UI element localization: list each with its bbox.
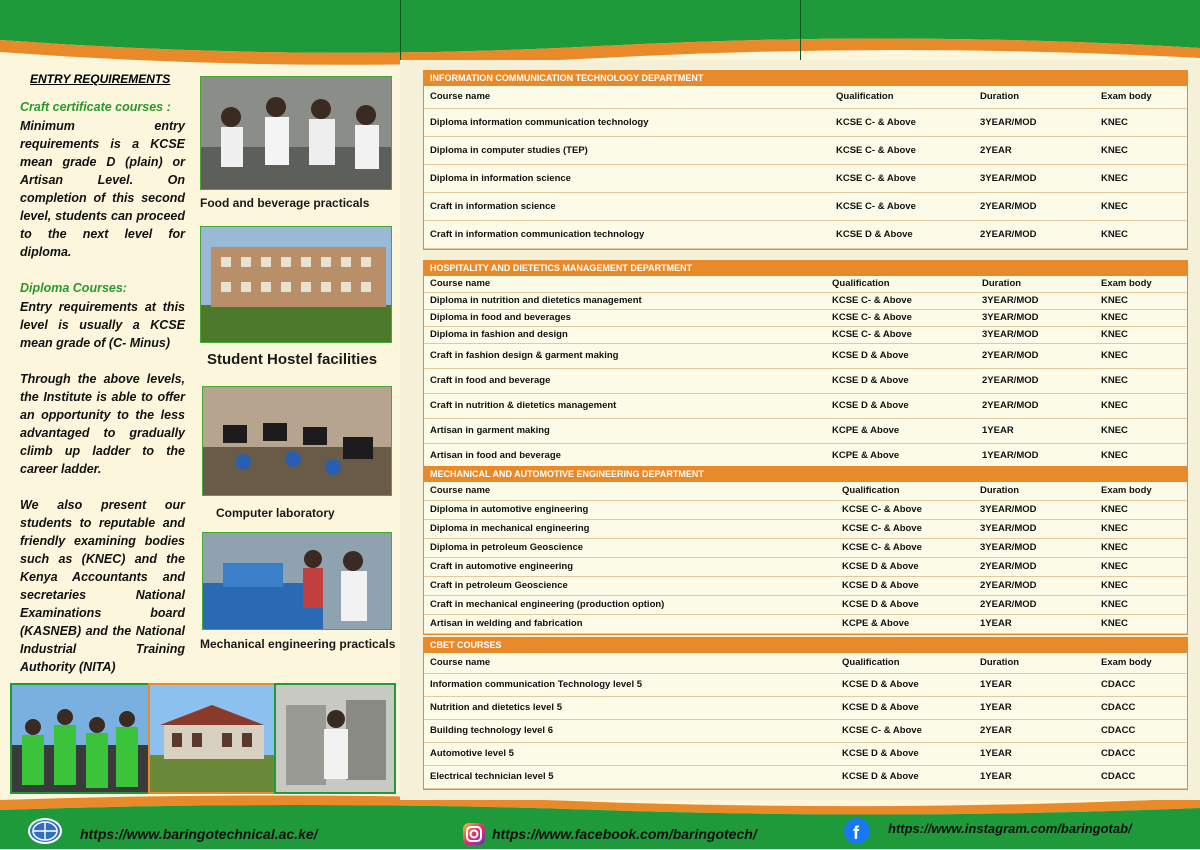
table-row <box>424 615 1187 634</box>
exam-body-cell: KNEC <box>1101 201 1128 212</box>
table-row <box>424 520 1187 539</box>
exam-body-cell: KNEC <box>1101 375 1128 386</box>
exam-body-cell: Exam body <box>1101 485 1152 496</box>
ladder-text: Through the above levels, the Institute is able to offer an opportunity to the less advantaged to gradually climb up ladder to the career ladder. <box>20 372 185 476</box>
duration-cell: 1YEAR <box>980 618 1012 629</box>
course-name-cell: Craft in mechanical engineering (production option) <box>430 599 665 610</box>
diploma-heading: Diploma Courses: <box>20 281 127 295</box>
duration-cell: 2YEAR/MOD <box>982 350 1039 361</box>
course-name-cell: Course name <box>430 91 491 102</box>
table-row <box>424 344 1187 369</box>
qualification-cell: KCSE C- & Above <box>832 295 912 306</box>
course-name-cell: Craft in nutrition & dietetics management <box>430 400 617 411</box>
qualification-cell: KCSE D & Above <box>832 375 909 386</box>
qualification-cell: KCSE D & Above <box>842 561 919 572</box>
fold-line-right <box>800 0 801 60</box>
duration-cell: 2YEAR <box>980 145 1012 156</box>
table-row <box>424 293 1187 310</box>
exam-body-cell: KNEC <box>1101 542 1128 553</box>
course-name-cell: Diploma in petroleum Geoscience <box>430 542 584 553</box>
department-title: HOSPITALITY AND DIETETICS MANAGEMENT DEPARTMENT <box>424 261 1187 276</box>
exam-body-cell: KNEC <box>1101 504 1128 515</box>
duration-cell: 2YEAR/MOD <box>982 375 1039 386</box>
exam-body-cell: KNEC <box>1101 580 1128 591</box>
duration-cell: 3YEAR/MOD <box>982 329 1039 340</box>
craft-heading: Craft certificate courses : <box>20 100 171 114</box>
table-row <box>424 109 1187 137</box>
facebook-link[interactable]: https://www.facebook.com/baringotech/ <box>492 826 757 842</box>
qualification-cell: KCSE C- & Above <box>842 504 922 515</box>
hostel-photo <box>200 226 392 343</box>
qualification-cell: Qualification <box>842 657 900 668</box>
department-table <box>423 637 1188 790</box>
course-name-cell: Artisan in welding and fabrication <box>430 618 583 629</box>
department-table <box>423 260 1188 470</box>
duration-cell: 1YEAR <box>980 679 1012 690</box>
qualification-cell: KCSE D & Above <box>842 771 919 782</box>
svg-text:f: f <box>853 823 859 843</box>
exam-body-cell: KNEC <box>1101 312 1128 323</box>
duration-cell: 3YEAR/MOD <box>980 504 1037 515</box>
course-name-cell: Diploma in mechanical engineering <box>430 523 590 534</box>
exam-body-cell: CDACC <box>1101 748 1136 759</box>
duration-cell: Duration <box>980 657 1020 668</box>
course-name-cell: Diploma in computer studies (TEP) <box>430 145 588 156</box>
course-name-cell: Diploma in nutrition and dietetics management <box>430 295 642 306</box>
table-row <box>424 766 1187 789</box>
instagram-link[interactable]: https://www.instagram.com/baringotab/ <box>888 821 1132 836</box>
department-title: INFORMATION COMMUNICATION TECHNOLOGY DEPARTMENT <box>424 71 1187 86</box>
exam-body-cell: KNEC <box>1101 117 1128 128</box>
duration-cell: 1YEAR <box>982 425 1014 436</box>
table-row <box>424 137 1187 165</box>
workshop-photo <box>274 683 396 794</box>
course-name-cell: Information communication Technology level 5 <box>430 679 643 690</box>
exam-body-cell: CDACC <box>1101 702 1136 713</box>
duration-cell: Duration <box>980 485 1020 496</box>
table-row <box>424 327 1187 344</box>
course-name-cell: Artisan in garment making <box>430 425 550 436</box>
qualification-cell: KCPE & Above <box>832 425 900 436</box>
qualification-cell: KCSE D & Above <box>842 679 919 690</box>
qualification-cell: Qualification <box>842 485 900 496</box>
qualification-cell: KCSE C- & Above <box>836 201 916 212</box>
course-name-cell: Artisan in food and beverage <box>430 450 561 461</box>
qualification-cell: KCSE C- & Above <box>842 725 922 736</box>
table-row <box>424 720 1187 743</box>
course-name-cell: Automotive level 5 <box>430 748 514 759</box>
exam-body-cell: KNEC <box>1101 350 1128 361</box>
duration-cell: 2YEAR/MOD <box>980 201 1037 212</box>
course-name-cell: Nutrition and dietetics level 5 <box>430 702 562 713</box>
exam-body-cell: KNEC <box>1101 329 1128 340</box>
duration-cell: 3YEAR/MOD <box>982 312 1039 323</box>
exam-body-cell: CDACC <box>1101 679 1136 690</box>
exam-body-cell: KNEC <box>1101 523 1128 534</box>
duration-cell: 2YEAR/MOD <box>980 229 1037 240</box>
table-row <box>424 310 1187 327</box>
mechanical-photo <box>202 532 392 630</box>
course-name-cell: Craft in automotive engineering <box>430 561 574 572</box>
exam-body-cell: KNEC <box>1101 173 1128 184</box>
table-row <box>424 596 1187 615</box>
food-caption: Food and beverage practicals <box>200 196 370 210</box>
craft-text: Minimum entry requirements is a KCSE mean grade D (plain) or Artisan Level. On completion of this second level, students can proceed to the next level for diploma. <box>20 119 185 259</box>
diploma-text: Entry requirements at this level is usually a KCSE mean grade of (C- Minus) <box>20 300 185 350</box>
course-name-cell: Craft in information science <box>430 201 556 212</box>
examining-bodies-text: We also present our students to reputable and friendly examining bodies such as (KNEC) and the Kenya Accountants and secretaries National Examinations board (KASNEB) and the National Industrial Training Authority (NITA) <box>20 498 185 674</box>
course-name-cell: Craft in information communication technology <box>430 229 645 240</box>
duration-cell: 2YEAR <box>980 725 1012 736</box>
qualification-cell: KCSE C- & Above <box>832 329 912 340</box>
qualification-cell: KCSE C- & Above <box>842 523 922 534</box>
website-link[interactable]: https://www.baringotechnical.ac.ke/ <box>80 826 318 842</box>
course-name-cell: Craft in fashion design & garment making <box>430 350 619 361</box>
qualification-cell: KCSE D & Above <box>832 350 909 361</box>
fold-line <box>400 0 401 60</box>
qualification-cell: KCSE D & Above <box>842 702 919 713</box>
exam-body-cell: Exam body <box>1101 91 1152 102</box>
food-practicals-photo <box>200 76 392 190</box>
course-name-cell: Course name <box>430 485 491 496</box>
table-row <box>424 539 1187 558</box>
department-title: MECHANICAL AND AUTOMOTIVE ENGINEERING DEPARTMENT <box>424 467 1187 482</box>
duration-cell: 3YEAR/MOD <box>980 542 1037 553</box>
exam-body-cell: CDACC <box>1101 771 1136 782</box>
qualification-cell: KCSE C- & Above <box>836 173 916 184</box>
entry-requirements-title: ENTRY REQUIREMENTS <box>30 72 171 86</box>
department-title: CBET COURSES <box>424 638 1187 653</box>
table-row <box>424 193 1187 221</box>
globe-icon <box>28 818 62 844</box>
table-header-row <box>424 482 1187 501</box>
qualification-cell: KCSE C- & Above <box>842 542 922 553</box>
mechanical-caption: Mechanical engineering practicals <box>200 637 396 651</box>
qualification-cell: KCPE & Above <box>842 618 910 629</box>
exam-body-cell: KNEC <box>1101 229 1128 240</box>
exam-body-cell: KNEC <box>1101 425 1128 436</box>
exam-body-cell: KNEC <box>1101 450 1128 461</box>
exam-body-cell: KNEC <box>1101 599 1128 610</box>
exam-body-cell: Exam body <box>1101 657 1152 668</box>
duration-cell: Duration <box>982 278 1022 289</box>
duration-cell: 1YEAR <box>980 771 1012 782</box>
course-name-cell: Craft in food and beverage <box>430 375 551 386</box>
exam-body-cell: KNEC <box>1101 618 1128 629</box>
duration-cell: 3YEAR/MOD <box>982 295 1039 306</box>
computer-lab-caption: Computer laboratory <box>216 506 335 520</box>
duration-cell: 3YEAR/MOD <box>980 173 1037 184</box>
department-table <box>423 466 1188 635</box>
course-name-cell: Diploma in fashion and design <box>430 329 568 340</box>
duration-cell: 1YEAR <box>980 748 1012 759</box>
duration-cell: 2YEAR/MOD <box>980 599 1037 610</box>
qualification-cell: Qualification <box>836 91 894 102</box>
duration-cell: 1YEAR <box>980 702 1012 713</box>
duration-cell: 2YEAR/MOD <box>980 580 1037 591</box>
campus-building-photo <box>148 683 276 794</box>
exam-body-cell: CDACC <box>1101 725 1136 736</box>
table-row <box>424 501 1187 520</box>
course-name-cell: Course name <box>430 278 491 289</box>
duration-cell: Duration <box>980 91 1020 102</box>
qualification-cell: KCSE D & Above <box>842 748 919 759</box>
table-header-row <box>424 276 1187 293</box>
computer-lab-photo <box>202 386 392 496</box>
course-name-cell: Diploma in information science <box>430 173 571 184</box>
course-name-cell: Building technology level 6 <box>430 725 553 736</box>
table-row <box>424 369 1187 394</box>
course-name-cell: Diploma in automotive engineering <box>430 504 589 515</box>
exam-body-cell: Exam body <box>1101 278 1152 289</box>
qualification-cell: KCSE D & Above <box>842 599 919 610</box>
table-row <box>424 577 1187 596</box>
qualification-cell: KCSE D & Above <box>832 400 909 411</box>
duration-cell: 2YEAR/MOD <box>982 400 1039 411</box>
table-row <box>424 165 1187 193</box>
table-row <box>424 743 1187 766</box>
exam-body-cell: KNEC <box>1101 295 1128 306</box>
course-name-cell: Diploma information communication technology <box>430 117 649 128</box>
duration-cell: 3YEAR/MOD <box>980 523 1037 534</box>
course-name-cell: Craft in petroleum Geoscience <box>430 580 568 591</box>
table-row <box>424 697 1187 720</box>
qualification-cell: KCSE D & Above <box>836 229 913 240</box>
duration-cell: 1YEAR/MOD <box>982 450 1039 461</box>
qualification-cell: Qualification <box>832 278 890 289</box>
exam-body-cell: KNEC <box>1101 561 1128 572</box>
table-row <box>424 558 1187 577</box>
students-photo <box>10 683 150 794</box>
duration-cell: 3YEAR/MOD <box>980 117 1037 128</box>
qualification-cell: KCSE C- & Above <box>836 117 916 128</box>
table-row <box>424 394 1187 419</box>
course-name-cell: Diploma in food and beverages <box>430 312 571 323</box>
exam-body-cell: KNEC <box>1101 400 1128 411</box>
course-name-cell: Course name <box>430 657 491 668</box>
course-name-cell: Electrical technician level 5 <box>430 771 554 782</box>
instagram-icon <box>463 823 485 845</box>
department-table <box>423 70 1188 250</box>
table-row <box>424 674 1187 697</box>
exam-body-cell: KNEC <box>1101 145 1128 156</box>
qualification-cell: KCSE C- & Above <box>836 145 916 156</box>
table-header-row <box>424 86 1187 109</box>
qualification-cell: KCPE & Above <box>832 450 900 461</box>
table-row <box>424 221 1187 249</box>
qualification-cell: KCSE C- & Above <box>832 312 912 323</box>
table-row <box>424 419 1187 444</box>
duration-cell: 2YEAR/MOD <box>980 561 1037 572</box>
facebook-icon <box>844 818 870 844</box>
table-header-row <box>424 653 1187 674</box>
qualification-cell: KCSE D & Above <box>842 580 919 591</box>
hostel-caption: Student Hostel facilities <box>207 351 378 368</box>
